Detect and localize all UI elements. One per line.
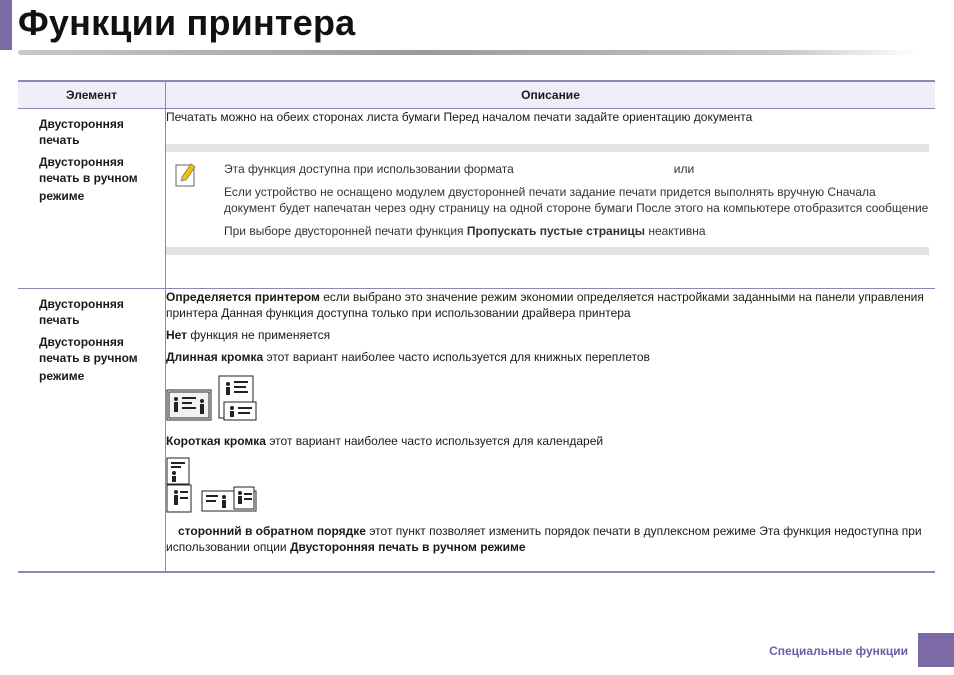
title-underline — [18, 50, 918, 55]
option-printer-defined: Определяется принтером если выбрано это значение режим экономии определяется настройками заданными на панели управления принтера Данная функция доступна только при использовании драйвера принтера — [166, 290, 924, 320]
option-none: Нет функция не применяется — [166, 328, 331, 342]
note-box — [166, 144, 929, 255]
element-cell — [18, 109, 166, 289]
description-cell — [166, 289, 936, 573]
long-edge-illustration — [166, 375, 935, 421]
note-pencil-icon — [173, 161, 199, 189]
note-line: При выборе двусторонней печати функция Пропускать пустые страницы неактивна — [224, 224, 706, 238]
element-name: режиме — [39, 189, 85, 203]
page-number-box — [918, 633, 954, 667]
title-accent-bar — [0, 0, 12, 50]
option-long-edge: Длинная кромка этот вариант наиболее часто используется для книжных переплетов — [166, 350, 650, 364]
note-line: Если устройство не оснащено модулем двусторонней печати задание печати придется выполнять вручную Сначала документ будет напечатан через одну страницу на одной стороне бумаги После этого на компьютере отобразится сообщение — [224, 185, 929, 215]
element-cell — [18, 289, 166, 573]
long-edge-binding-icon — [166, 375, 266, 421]
table-row — [18, 109, 935, 289]
header-description: Описание — [166, 81, 936, 109]
short-edge-binding-icon — [166, 457, 266, 513]
element-name: режиме — [39, 369, 85, 383]
header-element: Элемент — [18, 81, 166, 109]
option-reverse-order: сторонний в обратном порядке этот пункт позволяет изменить порядок печати в дуплексном режиме Эта функция недоступна при использовании опции Двусторонняя печать в ручном режиме — [166, 524, 922, 554]
short-edge-illustration — [166, 457, 935, 513]
option-short-edge: Короткая кромка этот вариант наиболее часто используется для календарей — [166, 434, 604, 448]
options-table — [18, 80, 935, 573]
element-name: Двусторонняя печать — [39, 297, 124, 327]
table-row — [18, 289, 935, 573]
element-name: Двусторонняя печать в ручном — [39, 335, 138, 365]
description-cell — [166, 109, 936, 289]
element-name: Двусторонняя печать в ручном — [39, 155, 138, 185]
duplex-intro: Печатать можно на обеих сторонах листа бумаги Перед началом печати задайте ориентацию документа — [166, 110, 753, 124]
table-header-row — [18, 81, 935, 109]
page-title: Функции принтера — [18, 2, 356, 43]
element-name: Двусторонняя печать — [39, 117, 124, 147]
footer-section-link[interactable]: Специальные функции — [769, 644, 908, 658]
note-line: Эта функция доступна при использовании формата или — [224, 162, 695, 176]
